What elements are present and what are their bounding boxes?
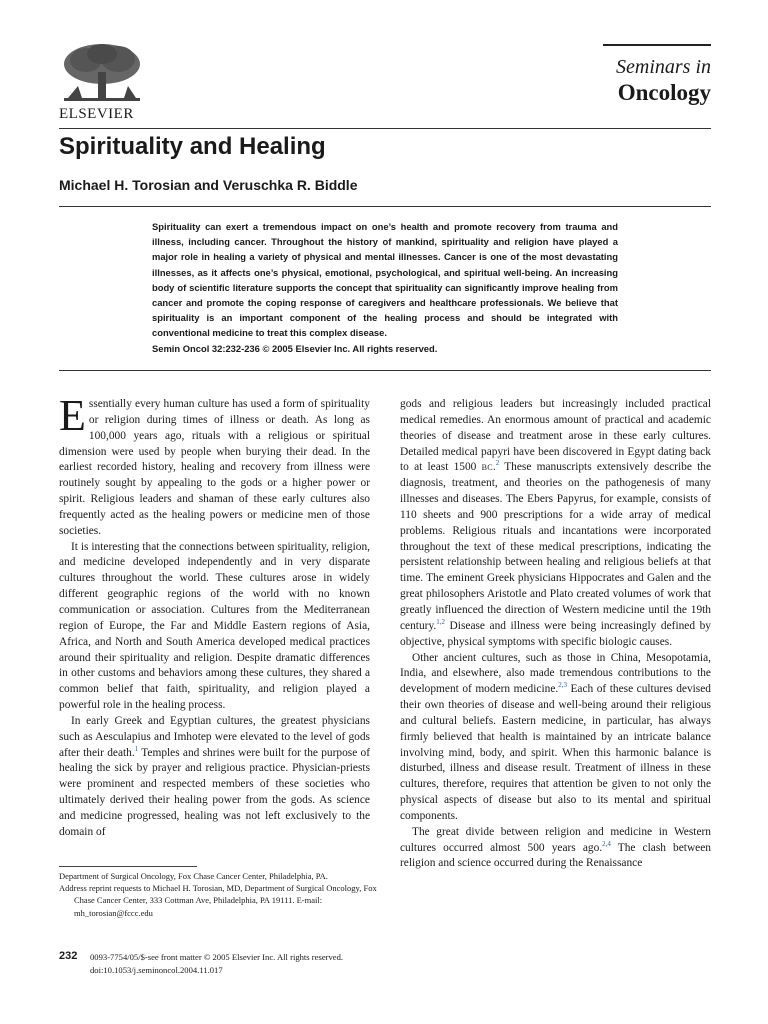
- article-authors: Michael H. Torosian and Veruschka R. Biddle: [59, 177, 358, 193]
- paragraph-text: gods and religious leaders but increasingly included practical medical remedies. An enormous amount of practical and academic theories of disease and treatment arose in these early cultures. Detailed medical papyri have been discovered in Egypt dating back to at least 1500: [400, 398, 711, 474]
- paragraph-text: The clash between religion and science occurred during the Renaissance: [400, 841, 711, 870]
- paragraph-text: Other ancient cultures, such as those in China, Mesopotamia, India, and elsewhere, also made tremendous contributions to the development of modern medicine.: [400, 651, 711, 696]
- drop-cap: E: [59, 391, 86, 440]
- footnote-rule: [59, 866, 197, 867]
- paragraph: [400, 825, 711, 873]
- body-column-left: [59, 391, 370, 841]
- reference-link[interactable]: 2: [495, 459, 500, 468]
- paragraph: [59, 540, 370, 714]
- reference-link[interactable]: 2,4: [602, 839, 611, 848]
- paragraph-text: Temples and shrines were built for the purpose of healing the sick by prayer and religious practice. Physician-priests were prominent and respected members of these societies who ultimately derived their healing power from the gods. As science and medicine progressed, healing was not left exclusively to the domain of: [59, 746, 370, 838]
- doi-line: doi:10.1053/j.seminoncol.2004.11.017: [90, 965, 223, 975]
- article-title: Spirituality and Healing: [59, 133, 326, 160]
- paragraph-text: It is interesting that the connections between spirituality, religion, and medicine developed independently and in very disparate cultures throughout the world. These cultures arose in widely different geographic regions of the world with no known communication or association. Cultures from the Mediterranean region of Europe, the Far and Middle Eastern regions of Asia, Africa, and North and South America developed medical practices around their spirituality and religion. Despite dramatic differences in other customs and behaviors among these cultures, they shared a common belief that faith, spirituality, and religion played a powerful role in the healing process.: [59, 540, 370, 712]
- journal-series: Seminars in: [616, 56, 711, 78]
- paragraph: [59, 714, 370, 841]
- paragraph-text: Disease and illness were being increasingly defined by objective, physical symptoms with specific biologic causes.: [400, 619, 711, 648]
- paragraph-text: Each of these cultures devised their own theories of disease and well-being around their religious and cultural beliefs. Eastern medicine, in particular, has always firmly believed that health is maintained by an intricate balance involving mind, body, and spirit. When this harmonic balance is disturbed, illness and disease result. Treatment of illness in these cultures, therefore, requires that attention be given to not only the physical aspects of disease but also to its mental and spiritual components.: [400, 683, 711, 822]
- paragraph: [59, 391, 370, 540]
- abstract-text: Spirituality can exert a tremendous impact on one’s health and promote recovery from trauma and illness, including cancer. Throughout the history of mankind, spirituality and religion have played a major role in healing a variety of physical and mental illnesses. Cancer is one of the most devastating illnesses, as it affects one’s physical, emotional, psychological, and spiritual well-being. An increasing body of scientific literature supports the concept that spirituality can significantly improve healing from cancer and promote the coping response of caregivers and healthcare professionals. We believe that spirituality is an important component of the healing process and should be integrated with conventional medicine to treat this complex disease.: [152, 221, 618, 339]
- reference-link[interactable]: 1: [134, 744, 139, 753]
- publication-info: [90, 951, 343, 977]
- journal-name: Oncology: [617, 80, 711, 105]
- authors-rule: [59, 206, 711, 207]
- paragraph-text: The great divide between religion and medicine in Western cultures occurred almost 500 years ago.: [400, 825, 711, 854]
- era-abbreviation: BC: [481, 463, 493, 473]
- page-number: 232: [59, 950, 78, 962]
- paragraph-text: In early Greek and Egyptian cultures, the greatest physicians such as Aesculapius and Imhotep were elevated to the level of gods after their death.: [59, 714, 370, 759]
- abstract: [152, 219, 618, 356]
- publisher-name: ELSEVIER: [59, 106, 134, 122]
- footnotes: [59, 870, 377, 919]
- paragraph: [400, 651, 711, 825]
- paragraph-text: These manuscripts extensively describe the diagnosis, treatment, and theories on the pathogenesis of many illnesses and diseases. The Ebers Papyrus, for example, consists of 110 sheets and 900 prescriptions for a wide array of medical problems. Religious rituals and incantations were incorporated throughout the text of these medical prescriptions, indicating the persistent relationship between healing and religious beliefs at that time. The eminent Greek physicians Hippocrates and Galen and the great philosophers Aristotle and Plato created volumes of work that greatly influenced the direction of Western medicine until the 19th century.: [400, 461, 711, 632]
- paragraph-text: .: [492, 461, 496, 474]
- paragraph: [400, 397, 711, 651]
- elsevier-tree-logo: [56, 42, 148, 108]
- abstract-rule: [59, 370, 711, 371]
- header-rule: [59, 128, 711, 129]
- affiliation-note: Department of Surgical Oncology, Fox Chase Cancer Center, Philadelphia, PA.: [59, 871, 328, 881]
- reference-link[interactable]: 2,3: [558, 681, 567, 690]
- journal-rule: [603, 44, 711, 46]
- reprint-note: Address reprint requests to Michael H. Torosian, MD, Department of Surgical Oncology, Fox Chase Cancer Center, 333 Cottman Ave, Philadelphia, PA 19111. E-mail: mh_torosian@fccc.edu: [59, 883, 377, 918]
- reference-link[interactable]: 1,2: [436, 618, 446, 627]
- copyright-line: 0093-7754/05/$-see front matter © 2005 Elsevier Inc. All rights reserved.: [90, 952, 344, 962]
- paragraph-text: ssentially every human culture has used a form of spirituality or religion during times of illness or death. As long as 100,000 years ago, rituals with a religious or spiritual dimension were used by people when burying their dead. In the earliest recorded history, healing and recovery from illness were routinely sought by appealing to the gods or a higher power or spirit. Religious leaders and shaman of these early cultures also frequently acted as the healing powers or medicine men of those societies.: [59, 398, 370, 537]
- body-column-right: [400, 397, 711, 872]
- abstract-citation: Semin Oncol 32:232-236 © 2005 Elsevier Inc. All rights reserved.: [152, 342, 438, 354]
